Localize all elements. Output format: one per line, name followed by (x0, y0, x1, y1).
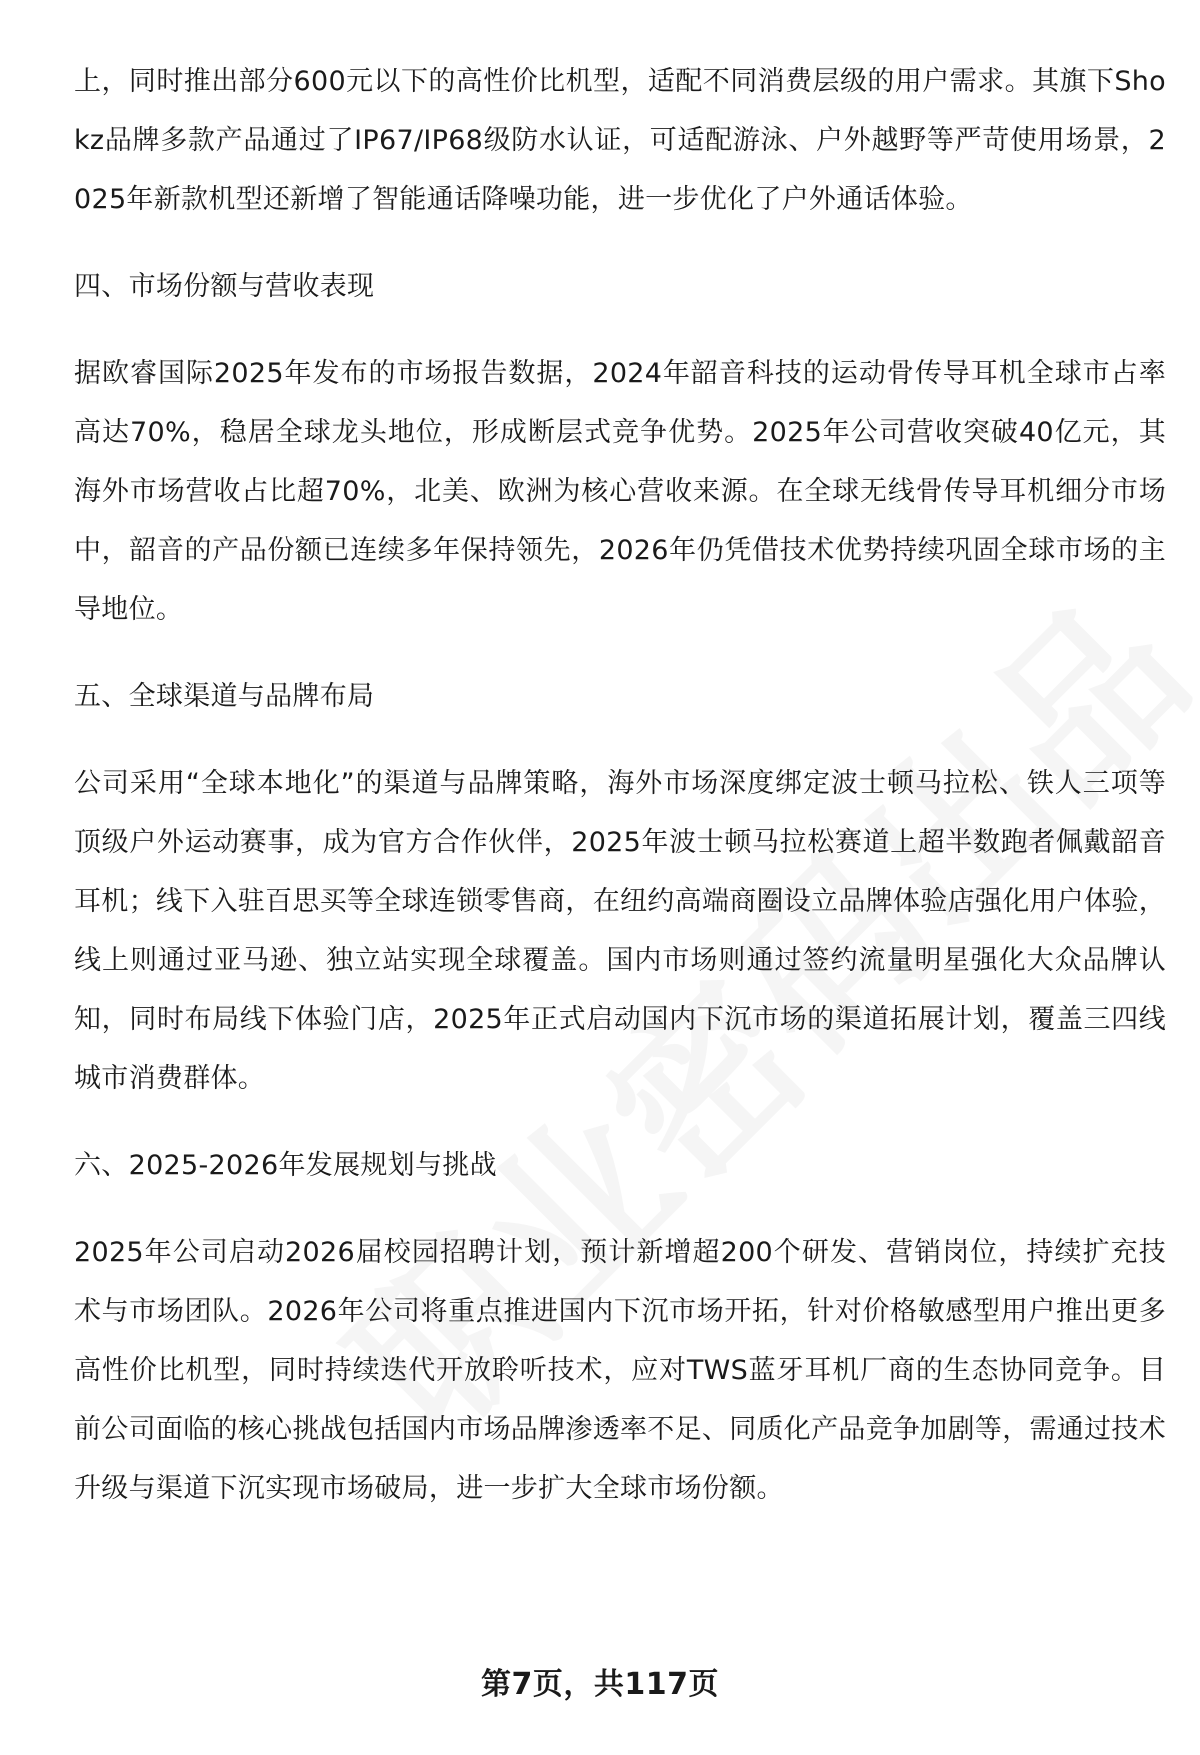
paragraph-market-share: 据欧睿国际2025年发布的市场报告数据，2024年韶音科技的运动骨传导耳机全球市占率高达70%，稳居全球龙头地位，形成断层式竞争优势。2025年公司营收突破40亿元，其海外市场营收占比超70%，北美、欧洲为核心营收来源。在全球无线骨传导耳机细分市场中，韶音的产品份额已连续多年保持领先，2026年仍凭借技术优势持续巩固全球市场的主导地位。 (74, 358, 1166, 625)
paragraph-plans: 2025年公司启动2026届校园招聘计划，预计新增超200个研发、营销岗位，持续扩充技术与市场团队。2026年公司将重点推进国内下沉市场开拓，针对价格敏感型用户推出更多高性价比机型，同时持续迭代开放聆听技术，应对TWS蓝牙耳机厂商的生态协同竞争。目前公司面临的核心挑战包括国内市场品牌渗透率不足、同质化产品竞争加剧等，需通过技术升级与渠道下沉实现市场破局，进一步扩大全球市场份额。 (74, 1237, 1166, 1504)
document-body (74, 52, 1166, 1518)
section-heading-plans: 六、2025-2026年发展规划与挑战 (74, 1150, 497, 1181)
page-number-footer: 第7页，共117页 (481, 1667, 719, 1702)
section-heading-channels: 五、全球渠道与品牌布局 (74, 681, 375, 712)
paragraph-channels: 公司采用“全球本地化”的渠道与品牌策略，海外市场深度绑定波士顿马拉松、铁人三项等顶级户外运动赛事，成为官方合作伙伴，2025年波士顿马拉松赛道上超半数跑者佩戴韶音耳机；线下入驻百思买等全球连锁零售商，在纽约高端商圈设立品牌体验店强化用户体验，线上则通过亚马逊、独立站实现全球覆盖。国内市场则通过签约流量明星强化大众品牌认知，同时布局线下体验门店，2025年正式启动国内下沉市场的渠道拓展计划，覆盖三四线城市消费群体。 (74, 768, 1166, 1094)
paragraph-product-features: 上，同时推出部分600元以下的高性价比机型，适配不同消费层级的用户需求。其旗下Shokz品牌多款产品通过了IP67/IP68级防水认证，可适配游泳、户外越野等严苛使用场景，2025年新款机型还新增了智能通话降噪功能，进一步优化了户外通话体验。 (74, 66, 1166, 215)
section-heading-market-share: 四、市场份额与营收表现 (74, 271, 375, 302)
